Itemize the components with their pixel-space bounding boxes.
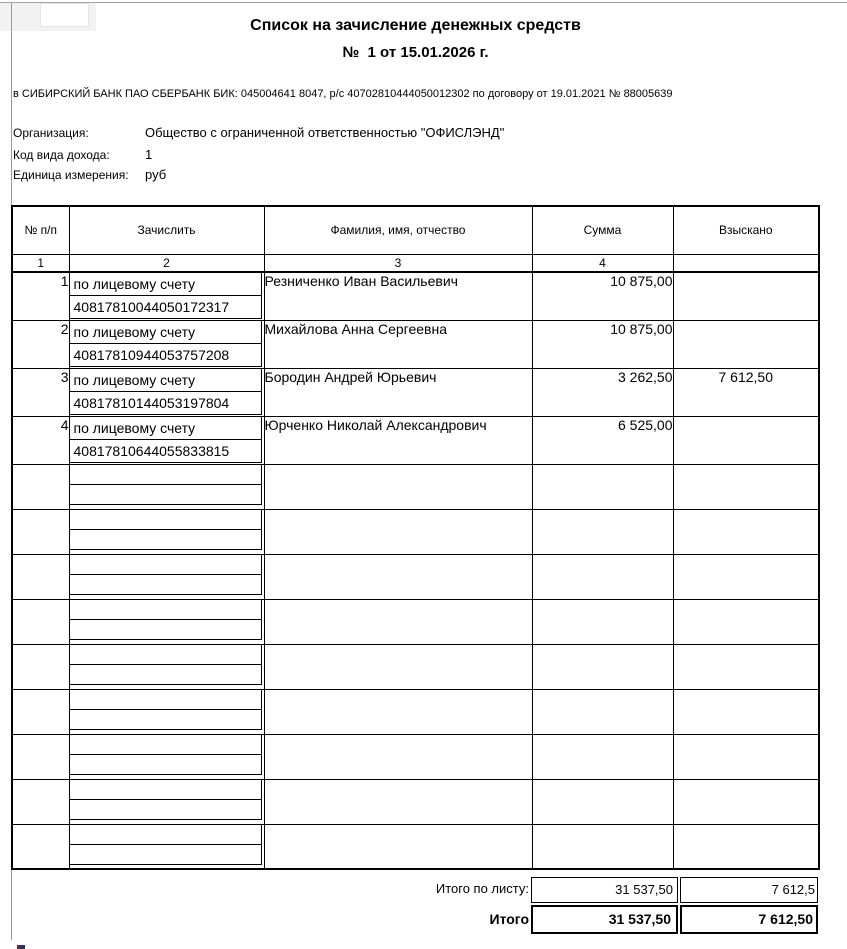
- account-number-box: [69, 574, 262, 595]
- grand-total-label: Итого: [489, 911, 529, 927]
- amount-cell: [532, 779, 673, 824]
- collected-cell: [673, 644, 819, 689]
- credit-type-box: [69, 599, 262, 620]
- employee-name-cell: [264, 779, 532, 824]
- amount-cell: [532, 734, 673, 779]
- credit-type-box: [69, 779, 262, 800]
- organization-label: Организация:: [13, 126, 89, 140]
- row-number-cell: 2: [12, 320, 69, 368]
- employee-name-cell: [264, 599, 532, 644]
- credit-type-box: по лицевому счету: [69, 272, 262, 296]
- collected-cell: [673, 464, 819, 509]
- row-number-cell: 4: [12, 416, 69, 464]
- employee-name-cell: Резниченко Иван Васильевич: [264, 272, 532, 320]
- row-number-cell: 1: [12, 272, 69, 320]
- account-number-box: [69, 799, 262, 820]
- credit-cell: [69, 464, 264, 509]
- header-credit: Зачислить: [69, 206, 264, 254]
- employee-name-cell: Михайлова Анна Сергеевна: [264, 320, 532, 368]
- employee-name-cell: Бородин Андрей Юрьевич: [264, 368, 532, 416]
- grand-total-collected-box: 7 612,50: [680, 905, 818, 934]
- column-number-5: [673, 254, 819, 272]
- credit-type-box: [69, 554, 262, 575]
- credit-type-box: [69, 509, 262, 530]
- amount-cell: 10 875,00: [532, 272, 673, 320]
- account-number-box: [69, 619, 262, 640]
- credit-cell: [69, 734, 264, 779]
- table-header-row: [12, 206, 819, 254]
- bottom-cutoff-artifact: [17, 945, 25, 949]
- table-empty-row: [12, 509, 819, 554]
- employee-name-cell: [264, 824, 532, 869]
- unit-label: Единица измерения:: [13, 168, 129, 182]
- amount-cell: [532, 464, 673, 509]
- collected-cell: 7 612,50: [673, 368, 819, 416]
- credit-cell: [69, 554, 264, 599]
- amount-cell: [532, 689, 673, 734]
- credit-cell: [69, 644, 264, 689]
- bank-details-line: в СИБИРСКИЙ БАНК ПАО СБЕРБАНК БИК: 045004641 8047, р/с 40702810444050012302 по договору от 19.01.2021 № 88005639: [13, 88, 673, 100]
- header-full-name: Фамилия, имя, отчество: [264, 206, 532, 254]
- employee-name-cell: Юрченко Николай Александрович: [264, 416, 532, 464]
- grand-total-amount-box: 31 537,50: [531, 905, 678, 934]
- employee-name-cell: [264, 689, 532, 734]
- account-number-box: [69, 484, 262, 505]
- credit-type-box: [69, 734, 262, 755]
- collected-cell: [673, 689, 819, 734]
- sheet-total-row: [11, 877, 818, 903]
- credit-type-box: по лицевому счету: [69, 320, 262, 344]
- column-number-1: 1: [12, 254, 69, 272]
- collected-cell: [673, 509, 819, 554]
- header-amount: Сумма: [532, 206, 673, 254]
- table-empty-row: [12, 644, 819, 689]
- employee-name-cell: [264, 554, 532, 599]
- row-number-cell: [12, 734, 69, 779]
- amount-cell: [532, 824, 673, 869]
- table-empty-row: [12, 824, 819, 869]
- collected-cell: [673, 599, 819, 644]
- row-number-cell: [12, 509, 69, 554]
- table-row: [12, 368, 819, 416]
- credit-cell: [69, 689, 264, 734]
- account-number-box: 40817810144053197804: [69, 391, 262, 415]
- row-number-cell: [12, 464, 69, 509]
- table-row: [12, 320, 819, 368]
- header-row-number: № п/п: [12, 206, 69, 254]
- sheet-total-collected-box: 7 612,5: [680, 877, 818, 903]
- amount-cell: 3 262,50: [532, 368, 673, 416]
- credit-cell: [69, 824, 264, 869]
- row-number-cell: [12, 779, 69, 824]
- unit-value: руб: [145, 167, 167, 182]
- row-number-cell: [12, 689, 69, 734]
- document-title: Список на зачисление денежных средств: [250, 17, 581, 34]
- credit-cell: [69, 416, 264, 464]
- table-body: [12, 206, 819, 869]
- amount-cell: [532, 509, 673, 554]
- amount-cell: [532, 644, 673, 689]
- credit-cell: [69, 599, 264, 644]
- amount-cell: [532, 599, 673, 644]
- row-number-cell: [12, 824, 69, 869]
- page-top-edge: [0, 2, 847, 3]
- credit-type-box: [69, 644, 262, 665]
- column-number-3: 3: [264, 254, 532, 272]
- organization-value: Общество с ограниченной ответственностью "ОФИСЛЭНД": [145, 125, 505, 140]
- collected-cell: [673, 824, 819, 869]
- collected-cell: [673, 734, 819, 779]
- account-number-box: 40817810644055833815: [69, 439, 262, 463]
- employee-name-cell: [264, 644, 532, 689]
- credit-cell: [69, 320, 264, 368]
- crediting-table: [11, 205, 820, 870]
- row-number-cell: [12, 554, 69, 599]
- grand-total-row: [11, 905, 818, 935]
- column-number-4: 4: [532, 254, 673, 272]
- account-number-box: [69, 709, 262, 730]
- income-code-value: 1: [145, 147, 153, 162]
- sheet-total-label: Итого по листу:: [435, 881, 529, 896]
- credit-type-box: по лицевому счету: [69, 368, 262, 392]
- account-number-box: [69, 754, 262, 775]
- collected-cell: [673, 416, 819, 464]
- account-number-box: [69, 664, 262, 685]
- income-code-label: Код вида дохода:: [13, 148, 110, 162]
- collected-cell: [673, 320, 819, 368]
- table-row: [12, 416, 819, 464]
- table-empty-row: [12, 734, 819, 779]
- column-number-2: 2: [69, 254, 264, 272]
- collected-cell: [673, 272, 819, 320]
- credit-type-box: [69, 464, 262, 485]
- employee-name-cell: [264, 509, 532, 554]
- table-empty-row: [12, 554, 819, 599]
- table-empty-row: [12, 599, 819, 644]
- credit-type-box: [69, 824, 262, 845]
- employee-name-cell: [264, 464, 532, 509]
- credit-cell: [69, 368, 264, 416]
- employee-name-cell: [264, 734, 532, 779]
- table-empty-row: [12, 464, 819, 509]
- table-empty-row: [12, 689, 819, 734]
- header-collected: Взыскано: [673, 206, 819, 254]
- credit-cell: [69, 509, 264, 554]
- table-empty-row: [12, 779, 819, 824]
- row-number-cell: [12, 644, 69, 689]
- table-row: [12, 272, 819, 320]
- account-number-box: 40817810044050172317: [69, 295, 262, 319]
- credit-type-box: [69, 689, 262, 710]
- account-number-box: [69, 529, 262, 550]
- credit-cell: [69, 779, 264, 824]
- row-number-cell: [12, 599, 69, 644]
- row-number-cell: 3: [12, 368, 69, 416]
- credit-type-box: по лицевому счету: [69, 416, 262, 440]
- sheet-total-amount-box: 31 537,50: [531, 877, 678, 903]
- credit-cell: [69, 272, 264, 320]
- document-number-date: № 1 от 15.01.2026 г.: [342, 44, 489, 61]
- collected-cell: [673, 779, 819, 824]
- account-number-box: 40817810944053757208: [69, 343, 262, 367]
- column-number-row: [12, 254, 819, 272]
- amount-cell: [532, 554, 673, 599]
- amount-cell: 10 875,00: [532, 320, 673, 368]
- amount-cell: 6 525,00: [532, 416, 673, 464]
- account-number-box: [69, 844, 262, 865]
- collected-cell: [673, 554, 819, 599]
